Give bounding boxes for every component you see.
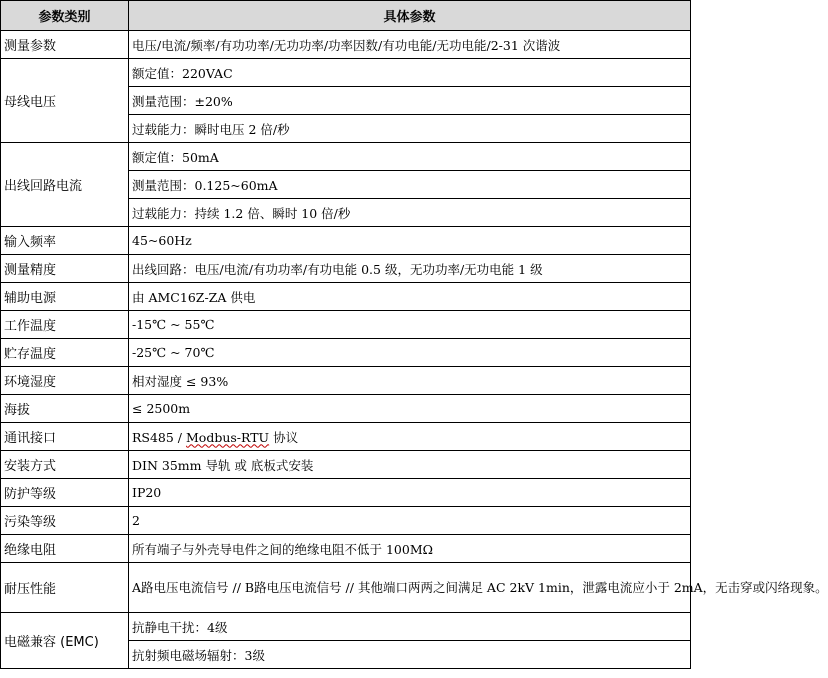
table-row [1, 507, 691, 535]
row-value-bus-voltage-overload: 过载能力：瞬时电压 2 倍/秒 [129, 115, 691, 143]
row-value-store-temp: -25℃ ~ 70℃ [129, 339, 691, 367]
table-row [1, 311, 691, 339]
comm-post: 协议 [269, 429, 299, 445]
header-category: 参数类别 [1, 1, 129, 31]
row-value-pollution: 2 [129, 507, 691, 535]
row-label-install: 安装方式 [1, 451, 129, 479]
comm-pre: RS485 / [132, 429, 186, 445]
row-label-store-temp: 贮存温度 [1, 339, 129, 367]
row-label-altitude: 海拔 [1, 395, 129, 423]
row-value-aux-power: 由 AMC16Z-ZA 供电 [129, 283, 691, 311]
row-label-bus-voltage: 母线电压 [1, 59, 129, 143]
table-row [1, 535, 691, 563]
row-value-accuracy: 出线回路：电压/电流/有功功率/有功电能 0.5 级，无功功率/无功电能 1 级 [129, 255, 691, 283]
row-label-outgoing-current: 出线回路电流 [1, 143, 129, 227]
table-row [1, 59, 691, 87]
row-value-install: DIN 35mm 导轨 或 底板式安装 [129, 451, 691, 479]
row-label-withstand: 耐压性能 [1, 563, 129, 613]
row-label-insulation: 绝缘电阻 [1, 535, 129, 563]
table-row [1, 479, 691, 507]
row-value-humidity: 相对湿度 ≤ 93% [129, 367, 691, 395]
row-value-insulation: 所有端子与外壳导电件之间的绝缘电阻不低于 100MΩ [129, 535, 691, 563]
row-value-current-range: 测量范围：0.125~60mA [129, 171, 691, 199]
table-row [1, 395, 691, 423]
table-row [1, 451, 691, 479]
row-value-emc-esd: 抗静电干扰：4级 [129, 613, 691, 641]
table-row [1, 339, 691, 367]
row-label-pollution: 污染等级 [1, 507, 129, 535]
table-header-row [1, 1, 691, 31]
row-value-withstand: A路电压电流信号 // B路电压电流信号 // 其他端口两两之间满足 AC 2kV 1min，泄露电流应小于 2mA，无击穿或闪络现象。 [129, 563, 691, 613]
row-value-altitude: ≤ 2500m [129, 395, 691, 423]
row-value-protection: IP20 [129, 479, 691, 507]
row-value-current-rated: 额定值：50mA [129, 143, 691, 171]
spellcheck-squiggle-text: Modbus-RTU [186, 429, 270, 445]
table-row [1, 227, 691, 255]
table-row [1, 367, 691, 395]
row-value-bus-voltage-rated: 额定值：220VAC [129, 59, 691, 87]
table-row [1, 423, 691, 451]
table-row [1, 563, 691, 613]
row-label-comm: 通讯接口 [1, 423, 129, 451]
row-label-accuracy: 测量精度 [1, 255, 129, 283]
header-detail: 具体参数 [129, 1, 691, 31]
row-value-work-temp: -15℃ ~ 55℃ [129, 311, 691, 339]
table-row [1, 255, 691, 283]
row-label-input-freq: 输入频率 [1, 227, 129, 255]
row-value-comm [129, 423, 691, 451]
table-row [1, 143, 691, 171]
row-label-humidity: 环境湿度 [1, 367, 129, 395]
row-label-measure-params: 测量参数 [1, 31, 129, 59]
row-label-aux-power: 辅助电源 [1, 283, 129, 311]
table-row [1, 613, 691, 641]
table-row [1, 31, 691, 59]
row-label-emc: 电磁兼容 (EMC) [1, 613, 129, 669]
row-value-measure-params: 电压/电流/频率/有功功率/无功功率/功率因数/有功电能/无功电能/2-31 次谐波 [129, 31, 691, 59]
row-label-protection: 防护等级 [1, 479, 129, 507]
row-value-bus-voltage-range: 测量范围：±20% [129, 87, 691, 115]
table-row [1, 283, 691, 311]
row-value-emc-rf: 抗射频电磁场辐射：3级 [129, 641, 691, 669]
row-value-input-freq: 45~60Hz [129, 227, 691, 255]
row-label-work-temp: 工作温度 [1, 311, 129, 339]
row-value-current-overload: 过载能力：持续 1.2 倍、瞬时 10 倍/秒 [129, 199, 691, 227]
